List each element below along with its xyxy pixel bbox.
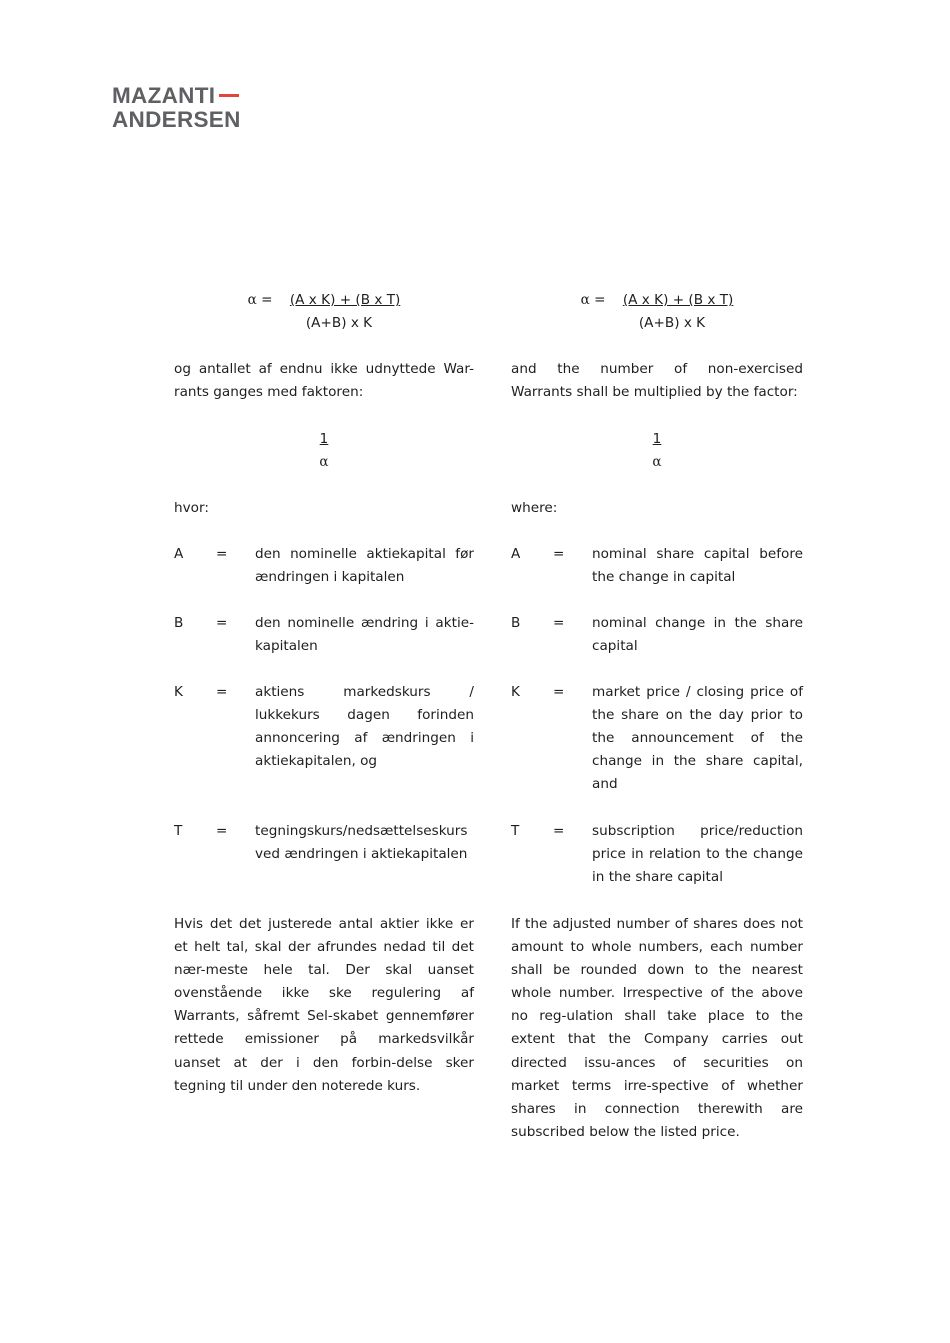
equals-sign: = (216, 615, 228, 631)
formula-lhs: α = (247, 292, 273, 308)
where-label: hvor: (174, 500, 209, 516)
factor (511, 428, 803, 474)
factor-denominator: α (319, 454, 329, 471)
variable-definition: nominal share capital before the change in capital (592, 546, 803, 586)
equals-sign: = (216, 546, 228, 562)
logo-line-1: MAZANTI (112, 84, 241, 108)
formula (174, 289, 474, 335)
variable-definition: subscription price/reduction price in relation to the change in the share capital (592, 823, 803, 886)
variable-definition: market price / closing price of the share on the day prior to the announcement of the change in the share capital, and (592, 684, 803, 793)
factor-numerator: 1 (652, 431, 662, 447)
company-logo (112, 84, 241, 132)
factor (174, 428, 474, 474)
where-label: where: (511, 500, 558, 516)
logo-dash (219, 94, 239, 97)
variable-symbol: K (511, 684, 520, 700)
variable-definition: den nominelle aktiekapital før ændringen i kapitalen (255, 546, 474, 586)
closing-paragraph: If the adjusted number of shares does not amount to whole numbers, each number shall be rounded down to the nearest whole number. Irrespective of the above no reg-ulation shall take place to the extent that the Company carries out directed issu-ances of securities on market terms irre-spective of whether shares in connection therewith are subscribed below the listed price. (511, 916, 803, 1140)
factor-numerator: 1 (319, 431, 329, 447)
variable-definition: nominal change in the share capital (592, 615, 803, 655)
equals-sign: = (553, 615, 565, 631)
formula-denominator: (A+B) x K (305, 315, 373, 332)
formula-numerator: (A x K) + (B x T) (622, 292, 734, 308)
factor-denominator: α (652, 454, 662, 471)
equals-sign: = (553, 823, 565, 839)
equals-sign: = (553, 684, 565, 700)
variable-symbol: K (174, 684, 183, 700)
variable-symbol: B (174, 615, 184, 631)
variable-definition: den nominelle ændring i aktie-kapitalen (255, 615, 474, 655)
variable-symbol: T (174, 823, 183, 839)
formula-denominator: (A+B) x K (638, 315, 706, 332)
closing-paragraph: Hvis det det justerede antal aktier ikke er et helt tal, skal der afrundes nedad til det nær-meste hele tal. Der skal uanset ovenstående ikke ske regulering af Warrants, såfremt Sel-skabet gennemfører rettede emissioner på markedsvilkår uanset at der i den forbin-delse sker tegning til under den noterede kurs. (174, 916, 474, 1094)
equals-sign: = (553, 546, 565, 562)
variable-symbol: A (174, 546, 184, 562)
variable-symbol: A (511, 546, 521, 562)
formula-numerator: (A x K) + (B x T) (289, 292, 401, 308)
variable-definition: aktiens markedskurs / lukkekurs dagen forinden annoncering af ændringen i aktiekapitalen, og (255, 684, 474, 770)
intro-text: and the number of non-exercised Warrants shall be multiplied by the factor: (511, 361, 803, 401)
logo-line-2: ANDERSEN (112, 107, 241, 132)
variable-definition: tegningskurs/nedsættelseskurs ved ændringen i aktiekapitalen (255, 823, 468, 863)
formula (511, 289, 803, 335)
formula-lhs: α = (580, 292, 606, 308)
variable-symbol: T (511, 823, 520, 839)
intro-text: og antallet af endnu ikke udnyttede War-rants ganges med faktoren: (174, 361, 474, 401)
equals-sign: = (216, 823, 228, 839)
equals-sign: = (216, 684, 228, 700)
variable-symbol: B (511, 615, 521, 631)
